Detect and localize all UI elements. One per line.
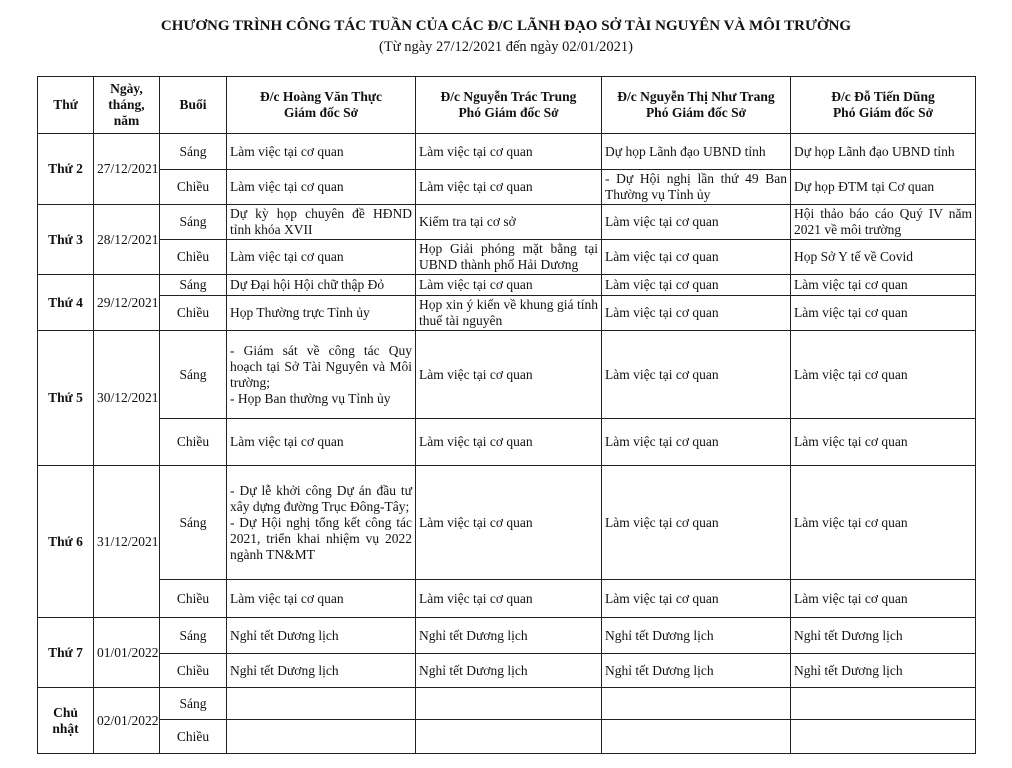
- person-1-name: Đ/c Hoàng Văn Thực: [259, 89, 382, 104]
- header-ngay: [94, 77, 160, 134]
- table-row: [38, 275, 976, 296]
- session-cell: Sáng: [160, 688, 227, 720]
- schedule-cell: - Dự Hội nghị lần thứ 49 Ban Thường vụ Tỉnh ủy: [602, 170, 791, 205]
- schedule-cell: Làm việc tại cơ quan: [227, 240, 416, 275]
- schedule-cell: Nghỉ tết Dương lịch: [602, 618, 791, 654]
- day-cell: Thứ 2: [38, 134, 94, 205]
- schedule-cell: Nghỉ tết Dương lịch: [791, 618, 976, 654]
- schedule-cell: Làm việc tại cơ quan: [227, 170, 416, 205]
- schedule-cell: [227, 466, 416, 580]
- session-cell: Sáng: [160, 134, 227, 170]
- day-cell: Thứ 7: [38, 618, 94, 688]
- schedule-cell: Nghỉ tết Dương lịch: [416, 618, 602, 654]
- schedule-cell: Làm việc tại cơ quan: [416, 466, 602, 580]
- date-cell: 30/12/2021: [94, 331, 160, 466]
- date-cell: 29/12/2021: [94, 275, 160, 331]
- person-3-role: Phó Giám đốc Sở: [645, 105, 747, 120]
- table-row: [38, 720, 976, 754]
- schedule-cell: Làm việc tại cơ quan: [791, 419, 976, 466]
- schedule-cell: [791, 720, 976, 754]
- schedule-cell: Nghỉ tết Dương lịch: [791, 654, 976, 688]
- header-row: [38, 77, 976, 134]
- person-4-role: Phó Giám đốc Sở: [832, 105, 934, 120]
- table-row: [38, 618, 976, 654]
- schedule-cell: Dự họp Lãnh đạo UBND tỉnh: [791, 134, 976, 170]
- header-ngay-line3: năm: [113, 113, 140, 128]
- table-row: [38, 296, 976, 331]
- person-2-role: Phó Giám đốc Sở: [458, 105, 559, 120]
- schedule-cell: Họp xin ý kiến về khung giá tính thuế tài nguyên: [416, 296, 602, 331]
- schedule-cell: [602, 688, 791, 720]
- schedule-cell: Kiểm tra tại cơ sở: [416, 205, 602, 240]
- schedule-cell: [227, 720, 416, 754]
- schedule-cell: Làm việc tại cơ quan: [791, 580, 976, 618]
- session-cell: Sáng: [160, 618, 227, 654]
- session-cell: Chiều: [160, 720, 227, 754]
- agenda-item: - Dự Hội nghị tổng kết công tác 2021, triển khai nhiệm vụ 2022 ngành TN&MT: [230, 514, 412, 562]
- session-cell: Chiều: [160, 296, 227, 331]
- schedule-cell: [416, 688, 602, 720]
- table-row: [38, 331, 976, 419]
- schedule-cell: Dự Đại hội Hội chữ thập Đỏ: [227, 275, 416, 296]
- table-row: [38, 419, 976, 466]
- schedule-cell: Làm việc tại cơ quan: [416, 331, 602, 419]
- person-3-name: Đ/c Nguyễn Thị Như Trang: [617, 89, 775, 104]
- schedule-cell: Nghỉ tết Dương lịch: [416, 654, 602, 688]
- schedule-cell: Làm việc tại cơ quan: [602, 275, 791, 296]
- schedule-cell: Hội thảo báo cáo Quý IV năm 2021 về môi trường: [791, 205, 976, 240]
- day-cell: [38, 688, 94, 754]
- session-cell: Chiều: [160, 654, 227, 688]
- day-cell: Thứ 6: [38, 466, 94, 618]
- schedule-cell: Làm việc tại cơ quan: [602, 580, 791, 618]
- schedule-cell: Nghỉ tết Dương lịch: [602, 654, 791, 688]
- schedule-cell: Dự họp Lãnh đạo UBND tỉnh: [602, 134, 791, 170]
- schedule-cell: Làm việc tại cơ quan: [791, 275, 976, 296]
- agenda-item: - Giám sát về công tác Quy hoạch tại Sở Tài Nguyên và Môi trường;: [230, 342, 412, 390]
- schedule-cell: Làm việc tại cơ quan: [602, 240, 791, 275]
- day-cell: Thứ 4: [38, 275, 94, 331]
- document-subtitle: (Từ ngày 27/12/2021 đến ngày 02/01/2021): [379, 39, 633, 55]
- person-4-name: Đ/c Đỗ Tiến Dũng: [831, 89, 935, 104]
- schedule-cell: Làm việc tại cơ quan: [416, 275, 602, 296]
- schedule-cell: Dự họp ĐTM tại Cơ quan: [791, 170, 976, 205]
- schedule-cell: Làm việc tại cơ quan: [791, 296, 976, 331]
- header-ngay-line2: tháng,: [108, 97, 145, 112]
- header-thu: Thứ: [38, 77, 94, 134]
- table-row: [38, 654, 976, 688]
- schedule-cell: [227, 688, 416, 720]
- header-person-3: [602, 77, 791, 134]
- schedule-cell: Làm việc tại cơ quan: [602, 466, 791, 580]
- schedule-cell: Làm việc tại cơ quan: [416, 170, 602, 205]
- header-person-2: [416, 77, 602, 134]
- header-person-4: [791, 77, 976, 134]
- date-cell: 27/12/2021: [94, 134, 160, 205]
- schedule-cell: Làm việc tại cơ quan: [602, 296, 791, 331]
- schedule-cell: Nghỉ tết Dương lịch: [227, 618, 416, 654]
- schedule-cell: Làm việc tại cơ quan: [791, 331, 976, 419]
- schedule-cell: Họp Sở Y tế về Covid: [791, 240, 976, 275]
- schedule-cell: Làm việc tại cơ quan: [227, 419, 416, 466]
- session-cell: Chiều: [160, 419, 227, 466]
- date-cell: 31/12/2021: [94, 466, 160, 618]
- day-cell: Thứ 3: [38, 205, 94, 275]
- agenda-item: - Dự lễ khởi công Dự án đầu tư xây dựng đường Trục Đông-Tây;: [230, 482, 412, 514]
- schedule-cell: Dự kỳ họp chuyên đề HĐND tỉnh khóa XVII: [227, 205, 416, 240]
- session-cell: Sáng: [160, 466, 227, 580]
- table-row: [38, 134, 976, 170]
- table-row: [38, 466, 976, 580]
- header-ngay-line1: Ngày,: [110, 81, 143, 96]
- document-title: CHƯƠNG TRÌNH CÔNG TÁC TUẦN CỦA CÁC Đ/C LÃNH ĐẠO SỞ TÀI NGUYÊN VÀ MÔI TRƯỜNG: [160, 18, 852, 34]
- schedule-cell: Làm việc tại cơ quan: [227, 134, 416, 170]
- header-buoi: Buổi: [160, 77, 227, 134]
- date-cell: 01/01/2022: [94, 618, 160, 688]
- date-cell: 28/12/2021: [94, 205, 160, 275]
- schedule-cell: [227, 331, 416, 419]
- schedule-cell: Làm việc tại cơ quan: [602, 419, 791, 466]
- schedule-cell: Làm việc tại cơ quan: [602, 331, 791, 419]
- schedule-cell: Làm việc tại cơ quan: [416, 134, 602, 170]
- header-person-1: [227, 77, 416, 134]
- schedule-cell: Nghỉ tết Dương lịch: [227, 654, 416, 688]
- session-cell: Sáng: [160, 275, 227, 296]
- table-row: [38, 580, 976, 618]
- schedule-cell: [602, 720, 791, 754]
- date-cell: 02/01/2022: [94, 688, 160, 754]
- day-cell: Thứ 5: [38, 331, 94, 466]
- schedule-cell: Làm việc tại cơ quan: [416, 580, 602, 618]
- table-row: [38, 170, 976, 205]
- session-cell: Sáng: [160, 205, 227, 240]
- session-cell: Chiều: [160, 170, 227, 205]
- agenda-item: - Họp Ban thường vụ Tỉnh ủy: [230, 390, 391, 406]
- session-cell: Chiều: [160, 240, 227, 275]
- schedule-cell: Họp Thường trực Tỉnh ủy: [227, 296, 416, 331]
- person-2-name: Đ/c Nguyễn Trác Trung: [440, 89, 577, 104]
- schedule-cell: [416, 720, 602, 754]
- schedule-cell: Làm việc tại cơ quan: [227, 580, 416, 618]
- schedule-table: [37, 76, 976, 754]
- schedule-cell: Làm việc tại cơ quan: [602, 205, 791, 240]
- table-row: [38, 240, 976, 275]
- schedule-cell: Làm việc tại cơ quan: [791, 466, 976, 580]
- session-cell: Sáng: [160, 331, 227, 419]
- table-row: [38, 688, 976, 720]
- table-row: [38, 205, 976, 240]
- schedule-cell: Họp Giải phóng mặt bằng tại UBND thành phố Hải Dương: [416, 240, 602, 275]
- day-cell-line2: nhật: [52, 720, 79, 736]
- day-cell-line1: Chủ: [53, 704, 78, 720]
- person-1-role: Giám đốc Sở: [283, 105, 359, 120]
- schedule-cell: [791, 688, 976, 720]
- session-cell: Chiều: [160, 580, 227, 618]
- schedule-cell: Làm việc tại cơ quan: [416, 419, 602, 466]
